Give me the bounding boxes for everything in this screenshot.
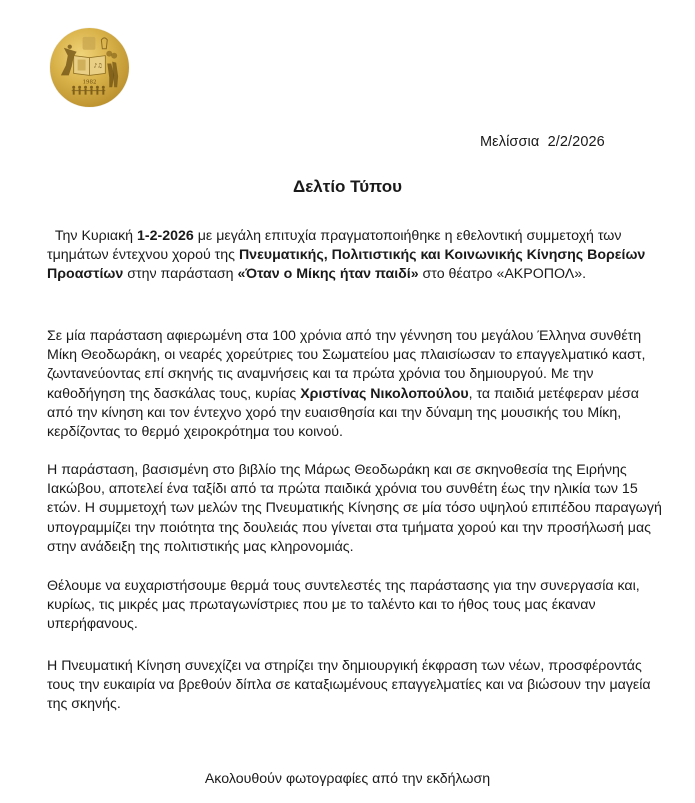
text-run: Την Κυριακή (54, 228, 138, 244)
dateline-date: 2/2/2026 (547, 134, 605, 150)
medallion-emblem-icon (50, 28, 129, 107)
organization-logo (50, 28, 129, 107)
photos-follow-note: Ακολουθούν φωτογραφίες από την εκδήλωση (204, 771, 491, 787)
document-title: Δελτίο Τύπου (293, 177, 402, 196)
show-title: «Όταν ο Μίκης ήταν παιδί» (237, 266, 419, 283)
paragraph-3-text: Η παράσταση, βασισμένη στο βιβλίο της Μάρως Θεοδωράκη και σε σκηνοθεσία της Ειρήνης Ιακώβου, αποτελεί ένα ταξίδι από τα πρώτα παιδικά χρόνια του συνθέτη έως την ηλικία των 15 ετών. Η συμμετοχή των μελών της Πνευματικής Κίνησης σε μία τόσο υψηλού επιπέδου παραγωγή υπογραμμίζει την ποιότητα της δουλειάς που γίνεται στα τμήματα χορού και την προσήλωσή μας στην ανάδειξη της πολιτιστικής μας κληρονομιάς. (47, 462, 662, 555)
paragraph-4 (47, 577, 667, 635)
paragraph-5 (47, 657, 667, 715)
text-run: στην παράσταση (123, 266, 238, 283)
dateline (480, 134, 605, 150)
text-run: , τα παιδιά μετέφεραν μέσα από την κίνηση και τον έντεχνο χορό την ευαισθησία και την δύναμη της μουσικής του Μίκη, κερδίζοντας το θερμό χειροκρότημα του κοινού. (47, 385, 639, 441)
text-run: με μεγάλη επιτυχία πραγματοποιήθηκε η εθελοντική συμμετοχή των τμημάτων έντεχνου χορού της (47, 228, 622, 264)
svg-text:1982: 1982 (82, 79, 97, 86)
paragraph-5-text: Η Πνευματική Κίνηση συνεχίζει να στηρίζει την δημιουργική έκφραση των νέων, προσφέροντάς τους την ευκαιρία να βρεθούν δίπλα σε καταξιωμένους επαγγελματίες και να βιώσουν την μαγεία της σκηνής. (47, 658, 651, 713)
text-run: στο θέατρο «ΑΚΡΟΠΟΛ». (418, 266, 587, 283)
paragraph-1 (47, 227, 667, 285)
text-run: Σε μία παράσταση αφιερωμένη στα 100 χρόνια από την γέννηση του μεγάλου Έλληνα συνθέτη Μίκη Θεοδωράκη, οι νεαρές χορεύτριες του Σωματείου μας πλαισίωσαν το επαγγελματικό καστ, ζωντανεύοντας επί σκηνής τις αναμνήσεις και τα πρώτα χρόνια του δημιουργού. Με την καθοδήγηση της δασκάλας τους, κυρίας (47, 328, 646, 402)
event-date: 1-2-2026 (137, 228, 194, 244)
teacher-name: Χριστίνας Νικολοπούλου (300, 385, 469, 402)
organization-name: Πνευματικής, Πολιτιστικής και Κοινωνικής Κίνησης Βορείων Προαστίων (47, 247, 646, 283)
paragraph-4-text: Θέλουμε να ευχαριστήσουμε θερμά τους συντελεστές της παράστασης για την συνεργασία και, κυρίως, τις μικρές μας πρωταγωνίστριες που με το ταλέντο και το ήθος τους μας έκαναν υπερήφανους. (47, 578, 640, 633)
svg-text:♪♫: ♪♫ (93, 63, 103, 70)
paragraph-3 (47, 461, 667, 557)
dateline-place: Μελίσσια (480, 134, 540, 150)
paragraph-2 (47, 327, 667, 442)
